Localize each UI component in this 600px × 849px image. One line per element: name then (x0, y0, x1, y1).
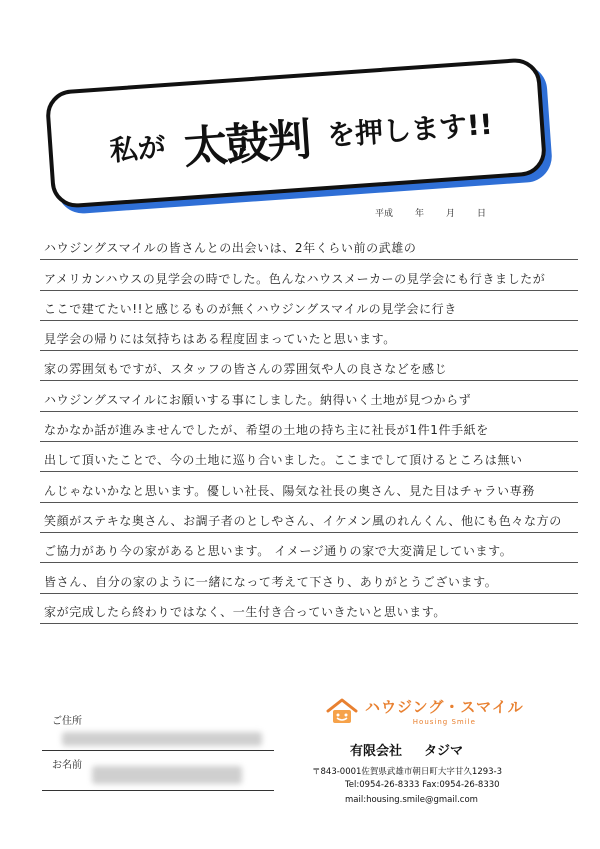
address-label: ご住所 (52, 716, 82, 727)
name-line (42, 790, 274, 791)
date-era: 平成 (375, 209, 394, 219)
banner-part2: 太鼓判 (182, 114, 312, 175)
date-month: 月 (446, 209, 456, 219)
company-type: 有限会社 (350, 744, 403, 759)
handwritten-line: ハウジングスマイルにお願いする事にしました。納得いく土地が見つからず (44, 392, 472, 407)
ruled-line (40, 442, 578, 472)
handwritten-line: ご協力があり今の家があると思います。 イメージ通りの家で大変満足しています。 (44, 544, 513, 559)
handwritten-line: 家が完成したら終わりではなく、一生付き合っていきたいと思います。 (44, 604, 447, 619)
company-phone: Tel:0954-26-8333 Fax:0954-26-8330 (345, 780, 500, 790)
ruled-line (40, 260, 578, 290)
company-address: 〒843-0001佐賀県武雄市朝日町大字甘久1293-3 (312, 767, 503, 777)
handwritten-line: アメリカンハウスの見学会の時でした。色んなハウスメーカーの見学会にも行きましたが (44, 271, 546, 286)
handwritten-line: 出して頂いたことで、今の土地に巡り合いました。ここまでして頂けるところは無い (44, 453, 523, 468)
company-name (350, 740, 463, 759)
ruled-line (40, 533, 578, 563)
handwritten-line: 家の雰囲気もですが、スタッフの皆さんの雰囲気や人の良さなどを感じ (44, 362, 448, 377)
banner-part3: を押します!! (326, 107, 494, 153)
handwritten-line: ハウジングスマイルの皆さんとの出会いは、2年くらい前の武雄の (44, 241, 417, 256)
logo-sub-text: Housing Smile (412, 718, 476, 726)
house-smile-icon (325, 697, 359, 725)
ruled-line (40, 321, 578, 351)
testimonial-body (40, 230, 578, 624)
logo-main-text: ハウジング・スマイル (365, 698, 524, 716)
name-redacted (92, 766, 242, 784)
address-redacted (62, 732, 262, 746)
handwritten-line: んじゃないかなと思います。優しい社長、陽気な社長の奥さん、見た目はチャラい専務 (44, 483, 535, 498)
address-line (42, 750, 274, 751)
handwritten-line: 見学会の帰りには気持ちはある程度固まっていたと思います。 (44, 332, 396, 347)
company-label: タジマ (424, 744, 464, 759)
date-row (375, 206, 545, 219)
ruled-line (40, 412, 578, 442)
ruled-line (40, 291, 578, 321)
name-label: お名前 (52, 760, 82, 771)
ruled-line (40, 563, 578, 593)
ruled-line (40, 381, 578, 411)
ruled-line (40, 503, 578, 533)
ruled-line (40, 230, 578, 260)
banner-part1: 私が (108, 130, 167, 168)
handwritten-line: 皆さん、自分の家のように一緒になって考えて下さり、ありがとうございます。 (44, 574, 498, 589)
company-email[interactable]: mail:housing.smile@gmail.com (345, 795, 478, 805)
company-logo (325, 696, 524, 726)
ruled-line (40, 351, 578, 381)
handwritten-line: なかなか話が進みませんでしたが、希望の土地の持ち主に社長が1件1件手紙を (44, 423, 489, 438)
handwritten-line: 笑顔がステキな奥さん、お調子者のとしやさん、イケメン風のれんくん、他にも色々な方の (44, 513, 562, 528)
banner (48, 74, 554, 204)
handwritten-line: ここで建てたい!!と感じるものが無くハウジングスマイルの見学会に行き (44, 301, 457, 316)
date-day: 日 (477, 209, 487, 219)
ruled-line (40, 594, 578, 624)
date-year: 年 (415, 209, 425, 219)
ruled-line (40, 472, 578, 502)
